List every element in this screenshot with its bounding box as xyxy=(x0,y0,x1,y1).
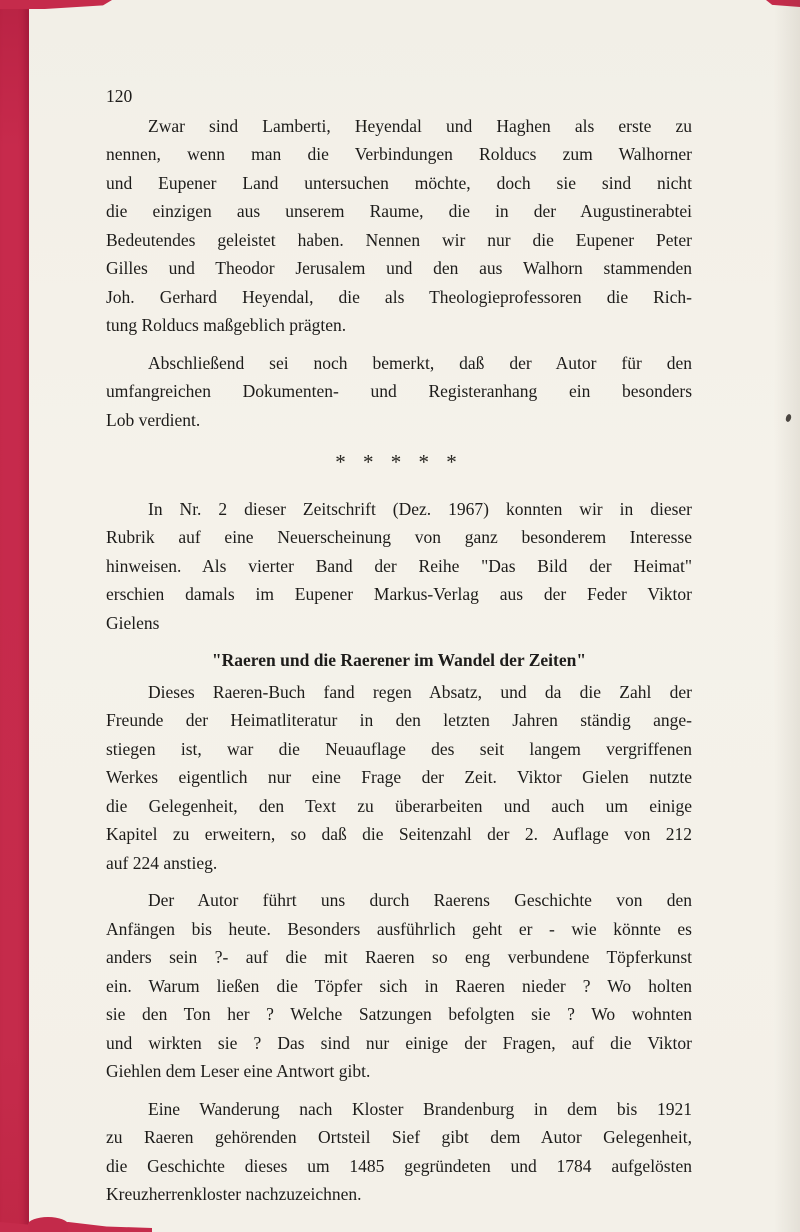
text-line: auf 224 anstieg. xyxy=(106,852,218,873)
text-line: und Eupener Land untersuchen möchte, doch sie sind nicht xyxy=(106,172,692,193)
text-line: umfangreichen Dokumenten- und Registeranhang ein besonders xyxy=(106,381,692,401)
text-line: Dieses Raeren-Buch fand regen Absatz, und da die Zahl der xyxy=(148,681,692,702)
paragraph xyxy=(106,349,692,435)
text-line: Abschließend sei noch bemerkt, daß der Autor für den xyxy=(148,352,692,373)
text-line: Joh. Gerhard Heyendal, die als Theologieprofessoren die Rich- xyxy=(106,286,692,307)
text-line: Giehlen dem Leser eine Antwort gibt. xyxy=(106,1061,371,1081)
text-line: anders sein ?- auf die mit Raeren so eng verbundene Töpferkunst xyxy=(106,947,692,967)
paragraph xyxy=(106,678,692,878)
text-line: Zwar sind Lamberti, Heyendal und Haghen als erste zu xyxy=(148,115,692,136)
text-line: sie den Ton her ? Welche Satzungen befolgten sie ? Wo wohnten xyxy=(106,1004,692,1024)
text-line: die Gelegenheit, den Text zu überarbeiten und auch um einige xyxy=(106,795,692,816)
text-line: nennen, wenn man die Verbindungen Rolducs zum Walhorner xyxy=(106,144,692,164)
text-line: Bedeutendes geleistet haben. Nennen wir nur die Eupener Peter xyxy=(106,229,692,250)
text-line: Kapitel zu erweitern, so daß die Seitenzahl der 2. Auflage von 212 xyxy=(106,824,692,844)
text-content xyxy=(106,112,692,1209)
text-line: Gielens xyxy=(106,612,160,633)
text-line: Eine Wanderung nach Kloster Brandenburg in dem bis 1921 xyxy=(148,1098,692,1119)
text-line: die Geschichte dieses um 1485 gegründeten und 1784 aufgelösten xyxy=(106,1155,692,1176)
text-line: Rubrik auf eine Neuerscheinung von ganz besonderem Interesse xyxy=(106,527,692,547)
text-line: Lob verdient. xyxy=(106,409,201,430)
text-line: stiegen ist, war die Neuauflage des seit langem vergriffenen xyxy=(106,738,692,759)
text-line: tung Rolducs maßgeblich prägten. xyxy=(106,315,347,335)
text-line: Anfängen bis heute. Besonders ausführlich geht er - wie könnte es xyxy=(106,918,692,939)
scan-edge-bottom-blob xyxy=(28,1217,68,1232)
text-line: Kreuzherrenkloster nachzuzeichnen. xyxy=(106,1184,362,1204)
page-right-shadow xyxy=(774,0,800,1232)
paragraph xyxy=(106,886,692,1086)
text-line: hinweisen. Als vierter Band der Reihe "Das Bild der Heimat" xyxy=(106,555,692,576)
text-line: zu Raeren gehörenden Ortsteil Sief gibt dem Autor Gelegenheit, xyxy=(106,1127,692,1147)
text-line: ein. Warum ließen die Töpfer sich in Raeren nieder ? Wo holten xyxy=(106,975,692,996)
text-line: Der Autor führt uns durch Raerens Geschichte von den xyxy=(148,890,692,910)
text-column xyxy=(106,82,692,1218)
paragraph xyxy=(106,1095,692,1209)
book-title-heading: "Raeren und die Raerener im Wandel der Zeiten" xyxy=(211,650,587,670)
text-line: Gilles und Theodor Jerusalem und den aus Walhorn stammenden xyxy=(106,258,692,278)
scan-edge-left xyxy=(0,0,29,1232)
text-line: die einzigen aus unserem Raume, die in der Augustinerabtei xyxy=(106,201,692,221)
paragraph xyxy=(106,112,692,340)
text-line: erschien damals im Eupener Markus-Verlag aus der Feder Viktor xyxy=(106,584,692,604)
page-number: 120 xyxy=(106,86,133,106)
text-line: In Nr. 2 dieser Zeitschrift (Dez. 1967) konnten wir in dieser xyxy=(148,498,692,519)
scan-edge-top-left xyxy=(0,0,112,9)
text-line: Werkes eigentlich nur eine Frage der Zeit. Viktor Gielen nutzte xyxy=(106,767,692,787)
text-line: und wirkten sie ? Das sind nur einige der Fragen, auf die Viktor xyxy=(106,1032,692,1053)
text-line: Freunde der Heimatliteratur in den letzten Jahren ständig ange- xyxy=(106,710,692,730)
paragraph xyxy=(106,495,692,638)
section-separator-asterisks: * * * * * xyxy=(335,450,463,474)
